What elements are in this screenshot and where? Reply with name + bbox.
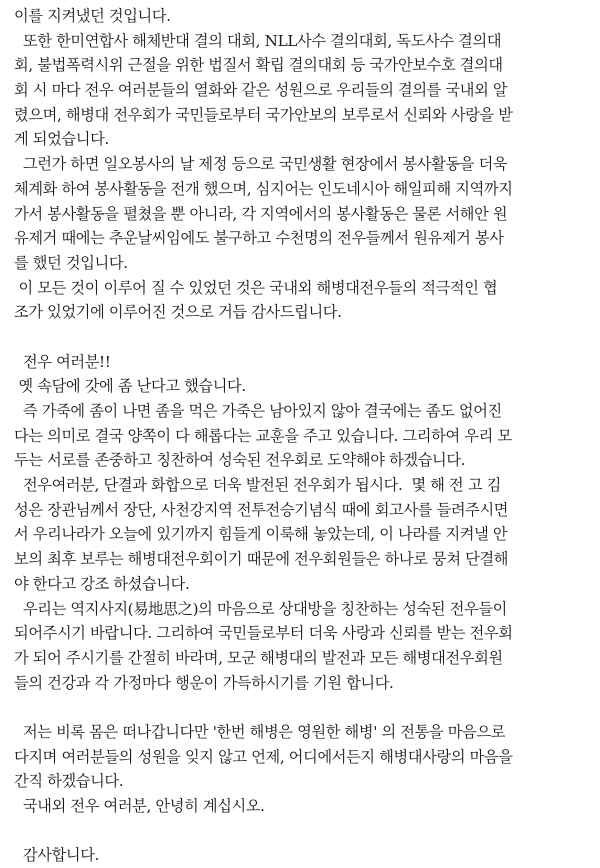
paragraph-gap (14, 325, 590, 350)
text-line: 서 우리나라가 오늘에 있기까지 힘들게 이룩해 놓았는데, 이 나라를 지켜낼 안 (14, 525, 508, 544)
paragraph (14, 152, 590, 275)
text-line: 를 했던 것입니다. (14, 253, 128, 272)
text-line: 가서 봉사활동을 펼쳤을 뿐 아니라, 각 지역에서의 봉사활동은 물론 서해안 원 (14, 204, 508, 223)
text-line: 감사합니다. (14, 846, 100, 865)
paragraph (14, 4, 590, 29)
text-line: 보의 최후 보루는 해병대전우회이기 때문에 전우회원들은 하나로 뭉쳐 단결해 (14, 550, 509, 569)
text-line: 체계화 하여 봉사활동을 전개 했으며, 심지어는 인도네시아 해일피해 지역까지 (14, 179, 513, 198)
paragraph (14, 843, 590, 868)
text-line: 전우 여러분!! (14, 352, 111, 371)
text-line: 우리는 역지사지(易地思之)의 마음으로 상대방을 칭찬하는 성숙된 전우들이 (14, 599, 507, 618)
paragraph-gap (14, 695, 590, 720)
text-line: 회 시 마다 전우 여러분들의 열화와 같은 성원으로 우리들의 결의를 국내외 알 (14, 81, 508, 100)
text-line: 그런가 하면 일오봉사의 날 제정 등으로 국민생활 현장에서 봉사활동을 더욱 (14, 155, 508, 174)
paragraph (14, 374, 590, 399)
text-line: 다지며 여러분들의 성원을 잊지 않고 언제, 어디에서든지 해병대사랑의 마음을 (14, 747, 513, 766)
text-line: 야 한다고 강조 하셨습니다. (14, 574, 190, 593)
paragraph (14, 399, 590, 473)
text-line: 옛 속담에 갓에 좀 난다고 했습니다. (14, 377, 246, 396)
text-line: 가 되어 주시기를 간절히 바라며, 모군 해병대의 발전과 모든 해병대전우회원 (14, 648, 503, 667)
text-line: 간직 하겠습니다. (14, 772, 124, 791)
paragraph-gap (14, 819, 590, 844)
text-line: 즉 가죽에 좀이 나면 좀을 먹은 가죽은 남아있지 않아 결국에는 좀도 없어진 (14, 402, 502, 420)
text-line: 렸으며, 해병대 전우회가 국민들로부터 국가안보의 보루로서 신뢰와 사랑을 받 (14, 105, 513, 124)
text-line: 저는 비록 몸은 떠나갑니다만 '한번 해병은 영원한 해병' 의 전통을 마음으로 (14, 722, 506, 741)
text-line: 조가 있었기에 이루어진 것으로 거듭 감사드립니다. (14, 303, 342, 322)
paragraph (14, 794, 590, 819)
text-line: 이 모든 것이 이루어 질 수 있었던 것은 국내외 해병대전우들의 적극적인 협 (14, 278, 498, 297)
text-line: 다는 의미로 결국 양쪽이 다 해롭다는 교훈을 주고 있습니다. 그리하여 우리 모 (14, 426, 512, 445)
paragraph (14, 29, 590, 152)
text-line: 전우여러분, 단결과 화합으로 더욱 발전된 전우회가 됩시다. 몇 해 전 고 김 (14, 476, 501, 495)
paragraph (14, 350, 590, 375)
paragraph (14, 720, 590, 794)
text-line: 되어주시기 바랍니다. 그리하여 국민들로부터 더욱 사랑과 신뢰를 받는 전우회 (14, 624, 513, 643)
text-line: 회, 불법폭력시위 근절을 위한 법질서 확립 결의대회 등 국가안보수호 결의대 (14, 56, 503, 75)
text-line: 게 되었습니다. (14, 130, 109, 149)
text-line: 두는 서로를 존중하고 칭찬하여 성숙된 전우회로 도약해야 하겠습니다. (14, 451, 466, 470)
paragraph (14, 473, 590, 596)
paragraph (14, 597, 590, 696)
text-line: 국내외 전우 여러분, 안녕히 계십시오. (14, 797, 265, 815)
text-line: 이를 지켜냈던 것입니다. (14, 7, 171, 25)
text-line: 유제거 때에는 추운날씨임에도 불구하고 수천명의 전우들께서 원유제거 봉사 (14, 229, 504, 248)
paragraph (14, 276, 590, 325)
text-line: 들의 건강과 각 가정마다 행운이 가득하시기를 기원 합니다. (14, 673, 394, 692)
text-line: 성은 장관님께서 장단, 사천강지역 전투전승기념식 때에 회고사를 들려주시면 (14, 500, 509, 519)
text-line: 또한 한미연합사 해체반대 결의 대회, NLL사수 결의대회, 독도사수 결의대 (14, 31, 502, 50)
